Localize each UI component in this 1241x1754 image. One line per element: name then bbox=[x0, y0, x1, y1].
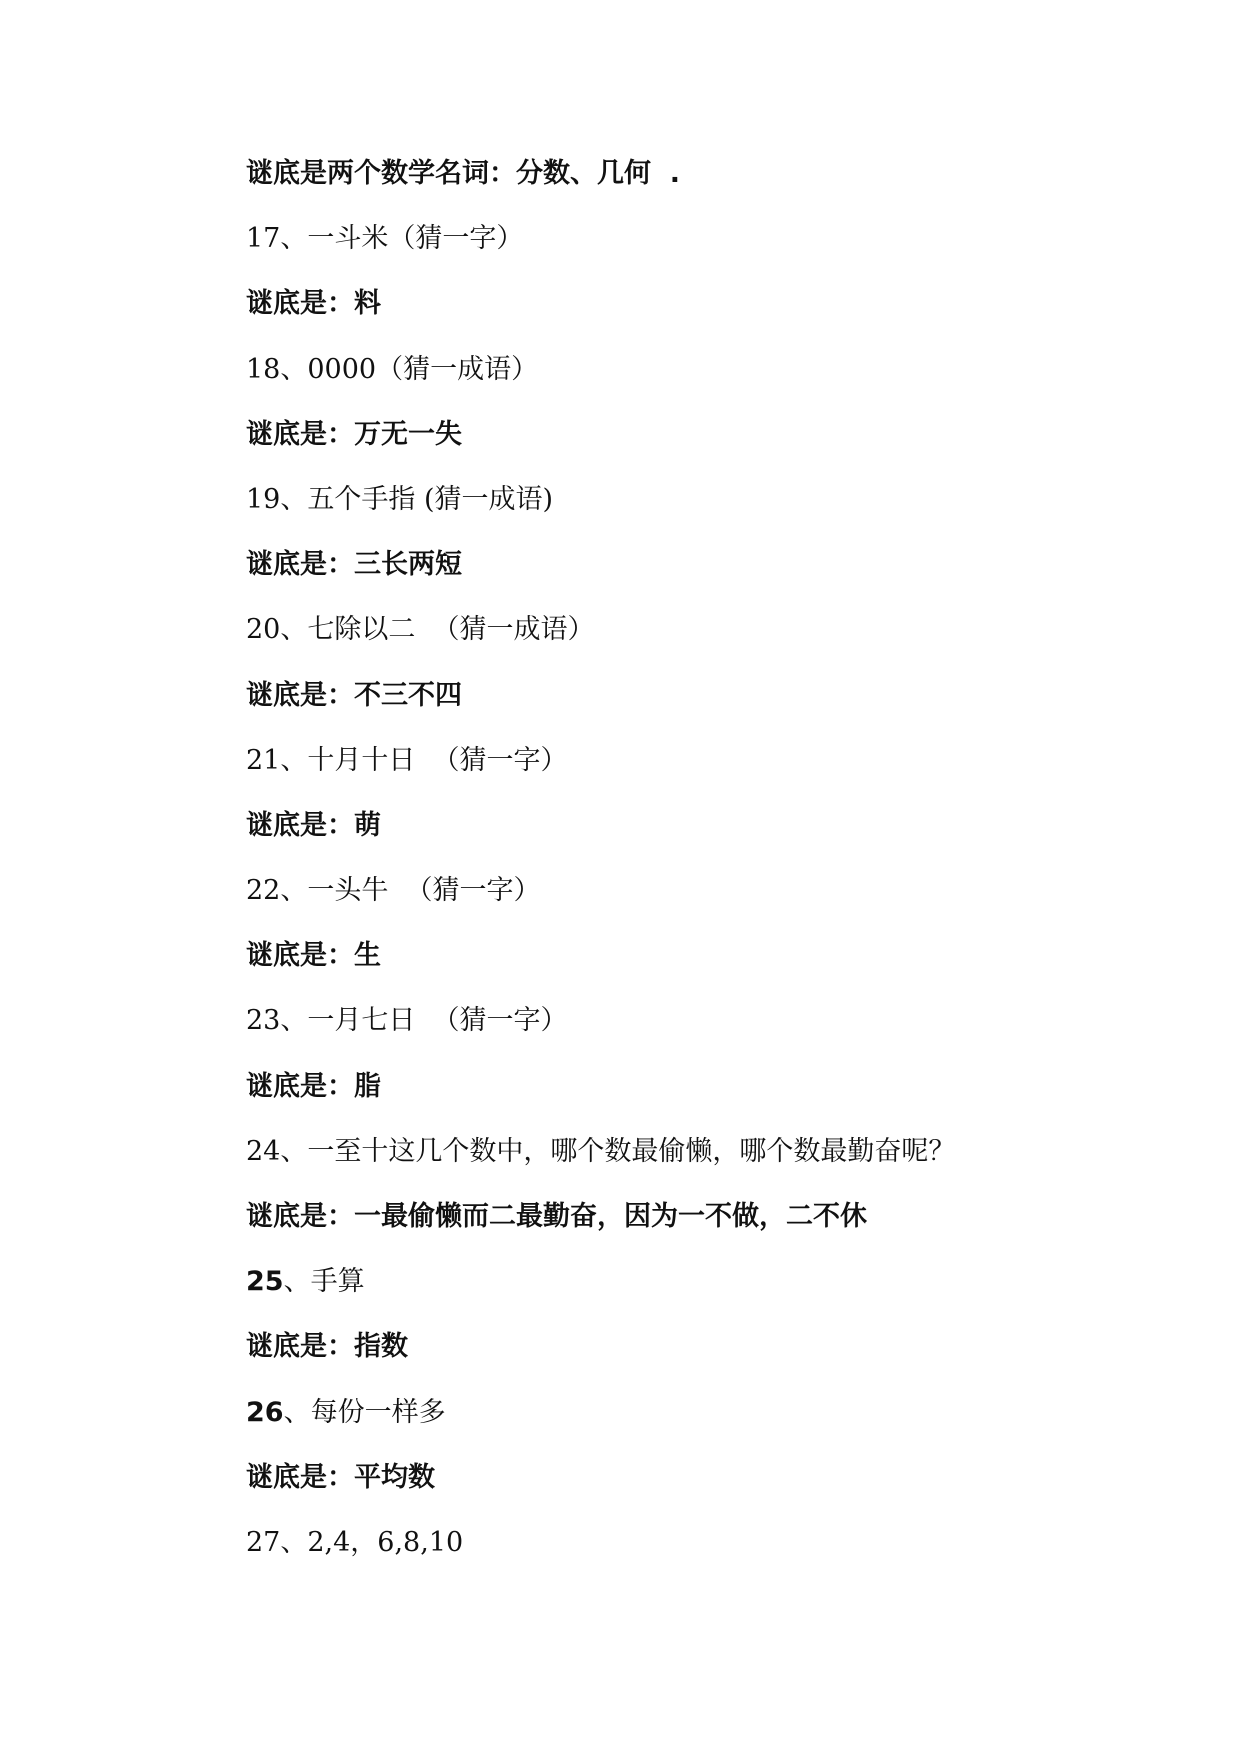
riddle-text-25: 、手算 bbox=[283, 1266, 365, 1298]
answer-line-25: 谜底是：指数 bbox=[246, 1331, 408, 1363]
answer-line-21: 谜底是：萌 bbox=[246, 809, 381, 841]
riddle-26 bbox=[246, 1397, 1146, 1462]
riddle-19: 19、五个手指 (猜一成语) bbox=[246, 483, 554, 515]
answer-line-19: 谜底是：三长两短 bbox=[246, 549, 462, 581]
riddle-23: 23、一月七日 （猜一字） bbox=[246, 1005, 568, 1037]
riddle-number-26: 26 bbox=[246, 1396, 284, 1428]
riddle-text-26: 、每份一样多 bbox=[283, 1396, 446, 1428]
answer-line-20: 谜底是：不三不四 bbox=[246, 679, 462, 711]
riddle-number-25: 25 bbox=[246, 1266, 284, 1298]
riddle-21: 21、十月十日 （猜一字） bbox=[246, 744, 568, 776]
riddle-list bbox=[246, 158, 1146, 1592]
riddle-18: 18、0000（猜一成语） bbox=[246, 353, 539, 385]
answer-line-16: 谜底是两个数学名词：分数、几何 . bbox=[246, 158, 681, 189]
riddle-20: 20、七除以二 （猜一成语） bbox=[246, 614, 595, 646]
riddle-22: 22、一头牛 （猜一字） bbox=[246, 875, 541, 907]
answer-line-17: 谜底是：料 bbox=[246, 288, 381, 320]
riddle-25 bbox=[246, 1266, 1146, 1331]
riddle-17: 17、一斗米（猜一字） bbox=[246, 223, 524, 255]
answer-line-23: 谜底是：脂 bbox=[246, 1070, 381, 1102]
answer-line-26: 谜底是：平均数 bbox=[246, 1461, 435, 1493]
riddle-24: 24、一至十这几个数中，哪个数最偷懒，哪个数最勤奋呢？ bbox=[246, 1135, 956, 1167]
answer-line-18: 谜底是：万无一失 bbox=[246, 418, 462, 450]
answer-line-24: 谜底是：一最偷懒而二最勤奋，因为一不做，二不休 bbox=[246, 1201, 867, 1232]
riddle-27: 27、2,4，6,8,10 bbox=[246, 1526, 464, 1558]
answer-line-22: 谜底是：生 bbox=[246, 940, 381, 972]
